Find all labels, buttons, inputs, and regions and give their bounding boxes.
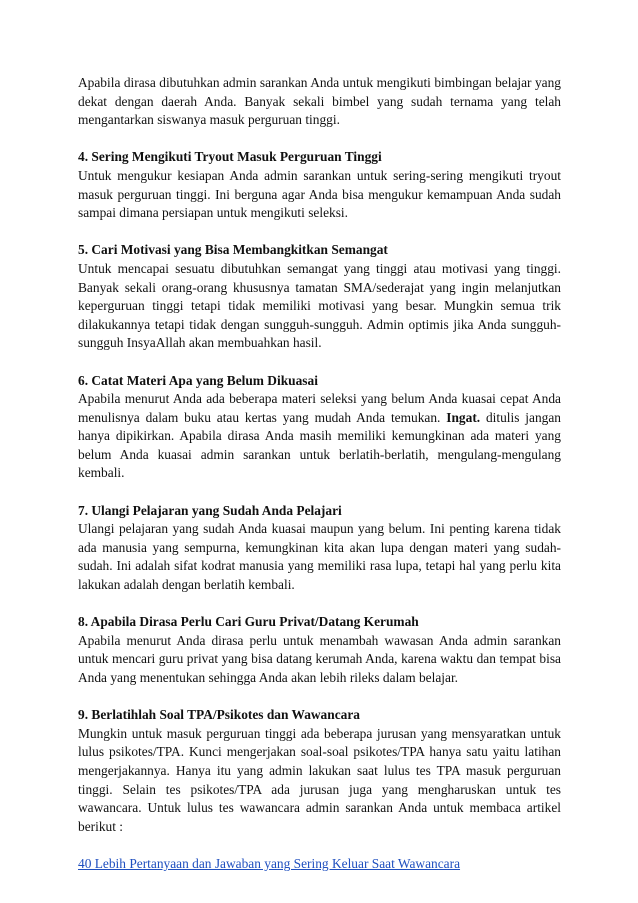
section-heading: 9. Berlatihlah Soal TPA/Psikotes dan Wawancara: [78, 707, 360, 723]
section-5: [78, 241, 561, 353]
section-4: [78, 148, 561, 222]
document-page: [78, 74, 561, 874]
section-7: [78, 502, 561, 595]
section-body: Untuk mengukur kesiapan Anda admin sarankan untuk sering-sering mengikuti tryout masuk perguruan tinggi. Ini berguna agar Anda bisa mengukur kemampuan Anda sudah sampai dimana persiapan untuk mengikuti seleksi.: [78, 167, 561, 221]
section-body-part-2: ditulis jangan hanya dipikirkan. Apabila dirasa Anda masih memiliki kemungkinan ada materi yang belum Anda kuasai admin sarankan untuk berlatih-berlatih, mengulang-mengulang kembali.: [78, 409, 561, 481]
section-body: Mungkin untuk masuk perguruan tinggi ada beberapa jurusan yang mensyaratkan untuk lulus psikotes/TPA. Kunci mengerjakan soal-soal psikotes/TPA hanya satu yaitu latihan mengerjakannya. Hanya itu yang admin lakukan saat lulus tes TPA masuk perguruan tinggi. Selain tes psikotes/TPA ada jurusan juga yang mengharuskan untuk tes wawancara. Untuk lulus tes wawancara admin sarankan Anda untuk membaca artikel berikut :: [78, 725, 561, 834]
section-9: [78, 706, 561, 836]
section-heading: 8. Apabila Dirasa Perlu Cari Guru Privat/Datang Kerumah: [78, 614, 419, 630]
section-body: Untuk mencapai sesuatu dibutuhkan semangat yang tinggi atau motivasi yang tinggi. Banyak sekali orang-orang khususnya tamatan SMA/sederajat yang ingin melanjutkan keperguruan tinggi tetapi tidak memiliki motivasi yang besar. Mungkin semua trik dilakukannya tetapi tidak dengan sungguh-sungguh. Admin optimis jika Anda sungguh-sungguh InsyaAllah akan membuahkan hasil.: [78, 260, 561, 351]
section-8: [78, 613, 561, 687]
section-6: [78, 372, 561, 484]
section-heading: 4. Sering Mengikuti Tryout Masuk Perguruan Tinggi: [78, 149, 382, 165]
intro-paragraph: Apabila dirasa dibutuhkan admin sarankan Anda untuk mengikuti bimbingan belajar yang dekat dengan daerah Anda. Banyak sekali bimbel yang sudah ternama yang telah mengantarkan siswanya masuk perguruan tinggi.: [78, 75, 561, 128]
section-body: Ulangi pelajaran yang sudah Anda kuasai maupun yang belum. Ini penting karena tidak ada manusia yang sempurna, kemungkinan kita akan lupa dengan materi yang sudah-sudah. Ini adalah sifat kodrat manusia yang memiliki rasa lupa, tetapi hal yang perlu kita lakukan adalah dengan berlatih kembali.: [78, 521, 561, 593]
section-body-emphasis: Ingat.: [446, 409, 481, 425]
section-heading: 6. Catat Materi Apa yang Belum Dikuasai: [78, 372, 318, 388]
section-heading: 5. Cari Motivasi yang Bisa Membangkitkan Semangat: [78, 242, 388, 258]
related-article-link[interactable]: 40 Lebih Pertanyaan dan Jawaban yang Sering Keluar Saat Wawancara: [78, 855, 461, 871]
section-body: Apabila menurut Anda dirasa perlu untuk menambah wawasan Anda admin sarankan untuk mencari guru privat yang bisa datang kerumah Anda, karena waktu dan tempat bisa Anda yang menentukan sehingga Anda akan lebih rileks dalam belajar.: [78, 632, 561, 685]
section-heading: 7. Ulangi Pelajaran yang Sudah Anda Pelajari: [78, 502, 342, 518]
related-article-paragraph: [78, 855, 561, 874]
section-body-part-1: Apabila menurut Anda ada beberapa materi seleksi yang belum Anda kuasai cepat Anda menulisnya dalam buku atau kertas yang mudah Anda temukan.: [78, 391, 561, 425]
